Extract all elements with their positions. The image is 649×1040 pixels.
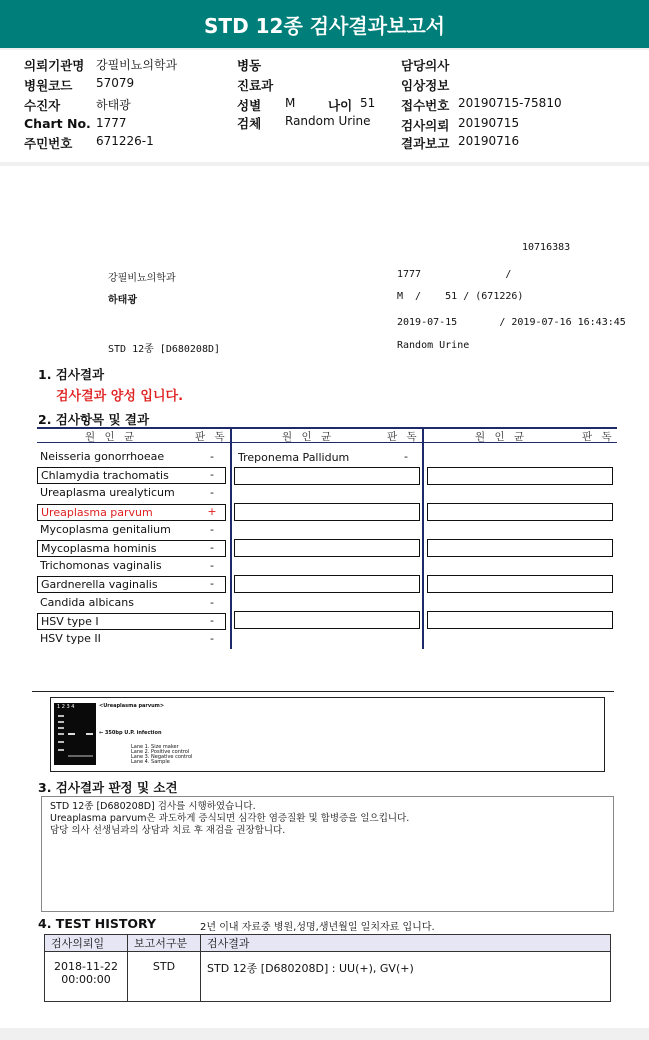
organism-mark: - bbox=[210, 450, 214, 463]
history-date: 2018-11-22 bbox=[54, 960, 118, 973]
request-value: 20190715 bbox=[458, 116, 520, 130]
chart-value: 1777 bbox=[96, 116, 127, 130]
patient-value: 하태광 bbox=[96, 98, 131, 112]
gel-band bbox=[68, 733, 75, 735]
institution-label: 의뢰기관명 bbox=[24, 58, 85, 73]
empty-cell bbox=[234, 611, 420, 629]
gel-lane-numbers: 1 2 3 4 bbox=[57, 704, 75, 710]
organism-mark: - bbox=[210, 613, 214, 627]
gel-band bbox=[58, 721, 64, 723]
section-4-title: 4. TEST HISTORY bbox=[38, 916, 157, 931]
history-header-row bbox=[45, 935, 611, 952]
report-title: STD 12종 검사결과보고서 bbox=[0, 0, 649, 48]
col-head-judge-1: 판 독 bbox=[195, 431, 228, 443]
gel-legend-3: Lane 3. Negative control bbox=[131, 754, 193, 760]
sex-label: 성별 bbox=[237, 98, 262, 113]
organism-name: Ureaplasma urealyticum bbox=[40, 486, 175, 500]
result-table bbox=[37, 427, 617, 649]
gel-band bbox=[58, 715, 64, 717]
opinion-line-2: Ureaplasma parvum은 과도하게 증식되면 심각한 염증질환 및 합병증을 일으킵니다. bbox=[50, 813, 410, 824]
organism-mark: - bbox=[210, 468, 214, 482]
sex-value: M bbox=[285, 96, 296, 110]
organism-mark: - bbox=[210, 559, 214, 573]
report-header bbox=[0, 50, 649, 162]
info-specimen: Random Urine bbox=[397, 340, 470, 351]
gel-band bbox=[86, 733, 93, 735]
section-1-title: 1. 검사결과 bbox=[38, 367, 105, 382]
mark-treponema: - bbox=[404, 450, 408, 463]
organism-mark: - bbox=[210, 486, 214, 500]
info-test: STD 12종 [D680208D] bbox=[108, 344, 221, 355]
organism-mark: + bbox=[207, 504, 217, 518]
organism-mark: - bbox=[210, 595, 214, 609]
empty-cell bbox=[427, 539, 613, 557]
gel-image-panel bbox=[50, 697, 605, 772]
table-col-divider-1 bbox=[230, 427, 232, 649]
organism-name: Neisseria gonorrhoeae bbox=[40, 450, 165, 463]
organism-name: Mycoplasma genitalium bbox=[40, 522, 171, 536]
gel-band bbox=[58, 733, 64, 735]
gel-legend-2: Lane 2. Positive control bbox=[131, 749, 190, 755]
col-head-org-2: 원 인 균 bbox=[282, 431, 335, 443]
info-sex-age: M / 51 / (671226) bbox=[397, 291, 524, 302]
history-header-result: 검사결과 bbox=[201, 935, 611, 952]
report-date-label: 결과보고 bbox=[401, 136, 450, 151]
organism-mark: - bbox=[210, 522, 214, 536]
info-institution: 강필비뇨의학과 bbox=[108, 273, 176, 284]
report-body bbox=[0, 166, 649, 1028]
gel-electrophoresis-image bbox=[54, 703, 96, 765]
organism-name: Chlamydia trachomatis bbox=[37, 467, 226, 484]
empty-cell bbox=[427, 467, 613, 485]
report-date-value: 20190716 bbox=[458, 134, 520, 148]
organism-mark: - bbox=[210, 541, 214, 554]
clinical-label: 임상정보 bbox=[401, 78, 450, 93]
history-type: STD bbox=[128, 952, 201, 1002]
info-patient: 하태광 bbox=[108, 295, 137, 306]
organism-name: HSV type I bbox=[37, 613, 226, 630]
request-label: 검사의뢰 bbox=[401, 118, 450, 133]
empty-cell bbox=[234, 575, 420, 593]
chart-label: Chart No. bbox=[24, 116, 91, 131]
gel-arrow-label: ← 350bp U.P. infection bbox=[99, 730, 162, 736]
empty-cell bbox=[427, 611, 613, 629]
specimen-label: 검체 bbox=[237, 116, 262, 131]
institution-value: 강필비뇨의학과 bbox=[96, 58, 178, 72]
history-table bbox=[44, 934, 611, 1002]
history-header-type: 보고서구분 bbox=[128, 935, 201, 952]
section-2-title: 2. 검사항목 및 결과 bbox=[38, 412, 150, 427]
gel-legend-1: Lane 1. Size maker bbox=[131, 744, 179, 750]
organism-name: Trichomonas vaginalis bbox=[40, 559, 162, 573]
col-head-judge-2: 판 독 bbox=[387, 431, 420, 443]
gel-title: <Ureaplasma parvum> bbox=[99, 703, 165, 709]
info-dates: 2019-07-15 / 2019-07-16 16:43:45 bbox=[397, 317, 626, 328]
age-label: 나이 bbox=[328, 98, 353, 113]
history-date-cell bbox=[45, 952, 128, 1002]
section-3-title: 3. 검사결과 판정 및 소견 bbox=[38, 780, 178, 795]
history-header-date: 검사의뢰일 bbox=[45, 935, 128, 952]
empty-cell bbox=[427, 575, 613, 593]
hospital-code-label: 병원코드 bbox=[24, 78, 73, 93]
gel-band bbox=[58, 727, 64, 729]
empty-cell bbox=[234, 467, 420, 485]
opinion-line-3: 담당 의사 선생님과의 상담과 치료 후 재검을 권장합니다. bbox=[50, 825, 286, 836]
empty-cell bbox=[234, 503, 420, 521]
opinion-line-1: STD 12종 [D680208D] 검사를 시행하였습니다. bbox=[50, 801, 256, 812]
section-divider bbox=[32, 691, 614, 692]
id-value: 671226-1 bbox=[96, 134, 154, 148]
history-time: 00:00:00 bbox=[61, 973, 111, 986]
patient-label: 수진자 bbox=[24, 98, 61, 113]
barcode-number: 10716383 bbox=[522, 242, 571, 253]
organism-name: Gardnerella vaginalis bbox=[37, 576, 226, 593]
organism-mark: - bbox=[210, 632, 214, 645]
col-head-judge-3: 판 독 bbox=[582, 431, 615, 443]
organism-name: HSV type II bbox=[40, 632, 101, 645]
receipt-label: 접수번호 bbox=[401, 98, 450, 113]
hospital-code-value: 57079 bbox=[96, 76, 135, 90]
col-head-org-3: 원 인 균 bbox=[475, 431, 528, 443]
gel-legend-4: Lane 4. Sample bbox=[131, 759, 170, 765]
dept-label: 진료과 bbox=[237, 78, 274, 93]
history-note: 2년 이내 자료중 병원,성명,생년월일 일치자료 입니다. bbox=[200, 922, 435, 933]
doctor-label: 담당의사 bbox=[401, 58, 450, 73]
specimen-value: Random Urine bbox=[285, 114, 371, 128]
id-label: 주민번호 bbox=[24, 136, 73, 151]
organism-treponema: Treponema Pallidum bbox=[238, 451, 350, 464]
empty-cell bbox=[234, 539, 420, 557]
opinion-box bbox=[41, 796, 614, 912]
info-chart: 1777 / bbox=[397, 269, 512, 280]
organism-name: Ureaplasma parvum bbox=[37, 504, 226, 521]
ward-label: 병동 bbox=[237, 58, 262, 73]
gel-band bbox=[58, 741, 64, 743]
table-col-divider-2 bbox=[422, 427, 424, 649]
gel-band bbox=[68, 755, 93, 757]
organism-name: Candida albicans bbox=[40, 595, 134, 609]
age-value: 51 bbox=[360, 96, 376, 110]
receipt-value: 20190715-75810 bbox=[458, 96, 562, 110]
organism-mark: - bbox=[210, 577, 214, 591]
gel-band bbox=[58, 749, 64, 751]
history-row bbox=[45, 952, 611, 1002]
organism-name: Mycoplasma hominis bbox=[37, 540, 226, 557]
col-head-org-1: 원 인 균 bbox=[85, 431, 138, 443]
empty-cell bbox=[427, 503, 613, 521]
positive-message: 검사결과 양성 입니다. bbox=[56, 389, 184, 404]
history-result: STD 12종 [D680208D] : UU(+), GV(+) bbox=[201, 952, 611, 1002]
